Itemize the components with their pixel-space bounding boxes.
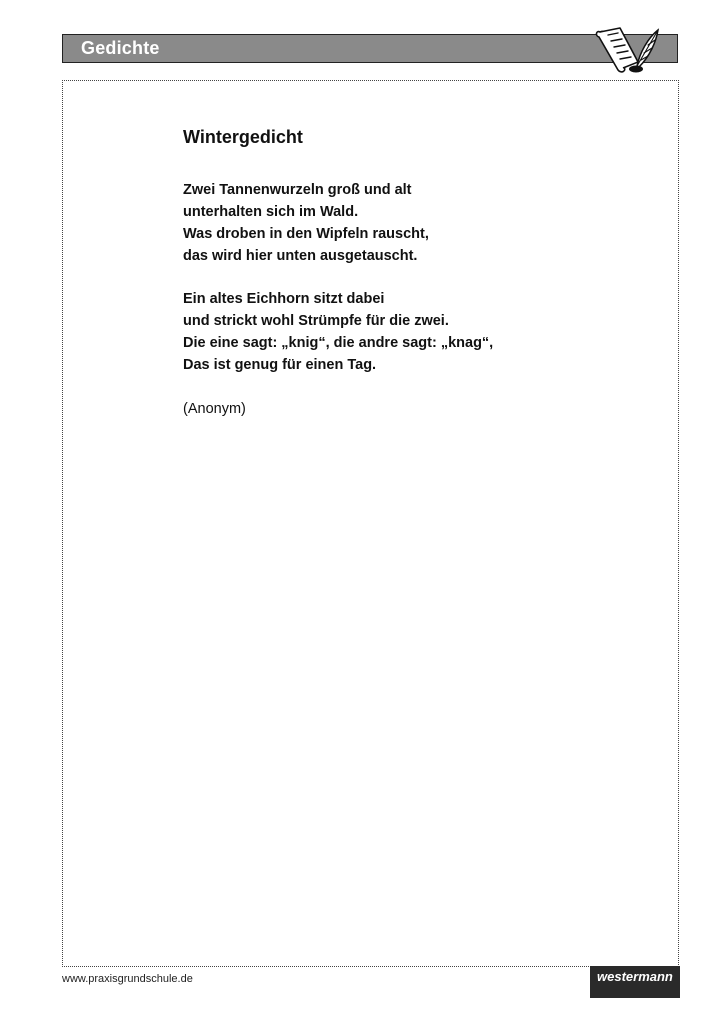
poem-stanza-1 [183, 179, 429, 267]
poem-line: Das ist genug für einen Tag. [183, 357, 377, 373]
poem-line: Ein altes Eichhorn sitzt dabei [183, 291, 385, 307]
poem-author: (Anonym) [183, 401, 246, 417]
poem-line: und strickt wohl Strümpfe für die zwei. [183, 313, 449, 329]
publisher-logo [590, 966, 680, 998]
header-bar [62, 34, 678, 63]
poem-stanza-2 [183, 288, 493, 376]
poem-line: das wird hier unten ausgetauscht. [183, 248, 418, 264]
footer-url: www.praxisgrundschule.de [62, 973, 193, 985]
scroll-quill-icon [592, 22, 662, 74]
poem-line: Zwei Tannenwurzeln groß und alt [183, 182, 412, 198]
poem-line: Was droben in den Wipfeln rauscht, [183, 226, 429, 242]
publisher-name: westermann [597, 969, 673, 984]
poem-line: unterhalten sich im Wald. [183, 204, 359, 220]
poem-line: Die eine sagt: „knig“, die andre sagt: „knag“, [183, 335, 494, 351]
page-title: Gedichte [81, 38, 160, 58]
poem-title: Wintergedicht [183, 127, 303, 147]
